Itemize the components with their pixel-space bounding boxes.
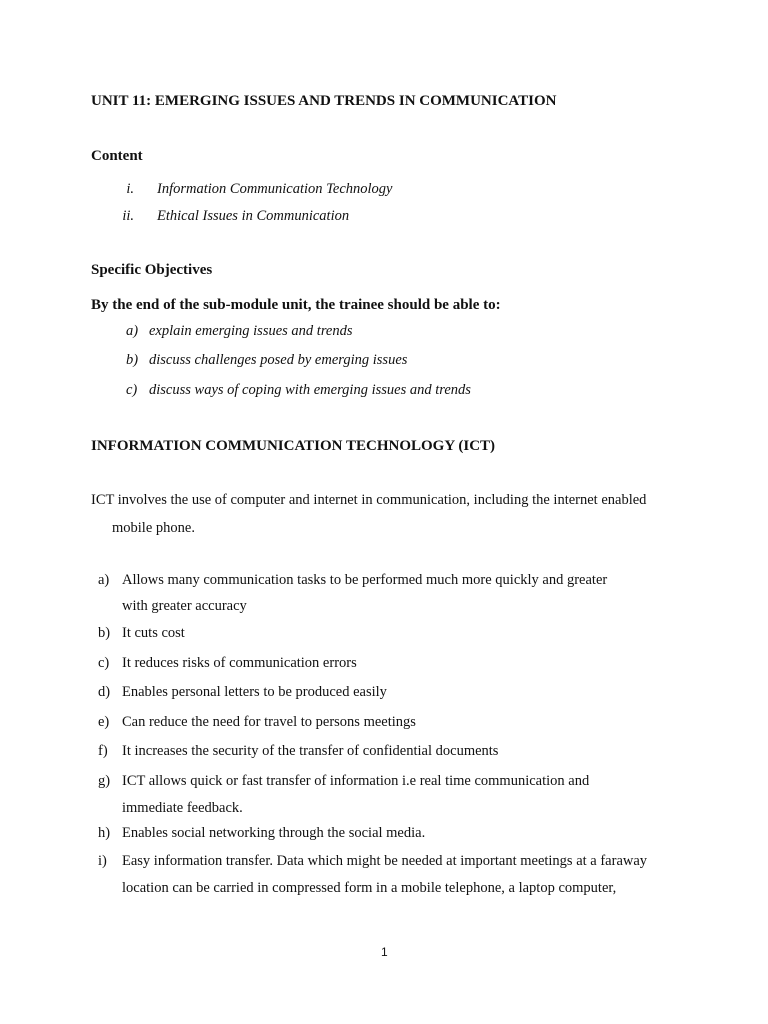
- objective-label: b): [126, 352, 139, 368]
- ict-heading: INFORMATION COMMUNICATION TECHNOLOGY (ICT): [91, 438, 496, 454]
- ict-item-continued: immediate feedback.: [122, 800, 243, 816]
- ict-item: Easy information transfer. Data which might be needed at important meetings at a faraway: [122, 853, 648, 869]
- ict-item: It increases the security of the transfer of confidential documents: [122, 743, 499, 759]
- ict-item: ICT allows quick or fast transfer of information i.e real time communication and: [122, 773, 590, 789]
- ict-paragraph-line: ICT involves the use of computer and internet in communication, including the internet enabled: [91, 492, 647, 508]
- ict-item: Enables social networking through the social media.: [122, 825, 426, 841]
- objective-label: c): [126, 382, 138, 398]
- ict-item-label: i): [98, 853, 107, 869]
- ict-item-label: h): [98, 825, 111, 841]
- objective-item: explain emerging issues and trends: [149, 323, 353, 339]
- ict-item: Can reduce the need for travel to persons meetings: [122, 714, 416, 730]
- objective-label: a): [126, 323, 139, 339]
- ict-item: It reduces risks of communication errors: [122, 655, 357, 671]
- objectives-intro: By the end of the sub-module unit, the trainee should be able to:: [91, 297, 501, 313]
- ict-item-label: f): [98, 743, 108, 759]
- ict-paragraph-line: mobile phone.: [112, 520, 195, 536]
- ict-item-label: a): [98, 572, 110, 588]
- ict-item: It cuts cost: [122, 625, 185, 641]
- ict-item-continued: with greater accuracy: [122, 598, 247, 614]
- content-item-num: i.: [126, 181, 134, 197]
- ict-item-continued: location can be carried in compressed form in a mobile telephone, a laptop computer,: [122, 880, 617, 896]
- content-heading: Content: [91, 148, 143, 164]
- objectives-heading: Specific Objectives: [91, 262, 213, 278]
- content-item: Ethical Issues in Communication: [157, 208, 350, 224]
- ict-item-label: g): [98, 773, 111, 789]
- unit-title: UNIT 11: EMERGING ISSUES AND TRENDS IN COMMUNICATION: [91, 93, 557, 109]
- ict-item-label: e): [98, 714, 110, 730]
- content-item: Information Communication Technology: [157, 181, 393, 197]
- objective-item: discuss challenges posed by emerging issues: [149, 352, 408, 368]
- ict-item: Enables personal letters to be produced easily: [122, 684, 387, 700]
- ict-item-label: d): [98, 684, 111, 700]
- ict-item-label: b): [98, 625, 111, 641]
- content-item-num: ii.: [122, 208, 134, 224]
- ict-item-label: c): [98, 655, 110, 671]
- objective-item: discuss ways of coping with emerging issues and trends: [149, 382, 471, 398]
- page-number: 1: [381, 945, 388, 959]
- ict-item: Allows many communication tasks to be performed much more quickly and greater: [122, 572, 608, 588]
